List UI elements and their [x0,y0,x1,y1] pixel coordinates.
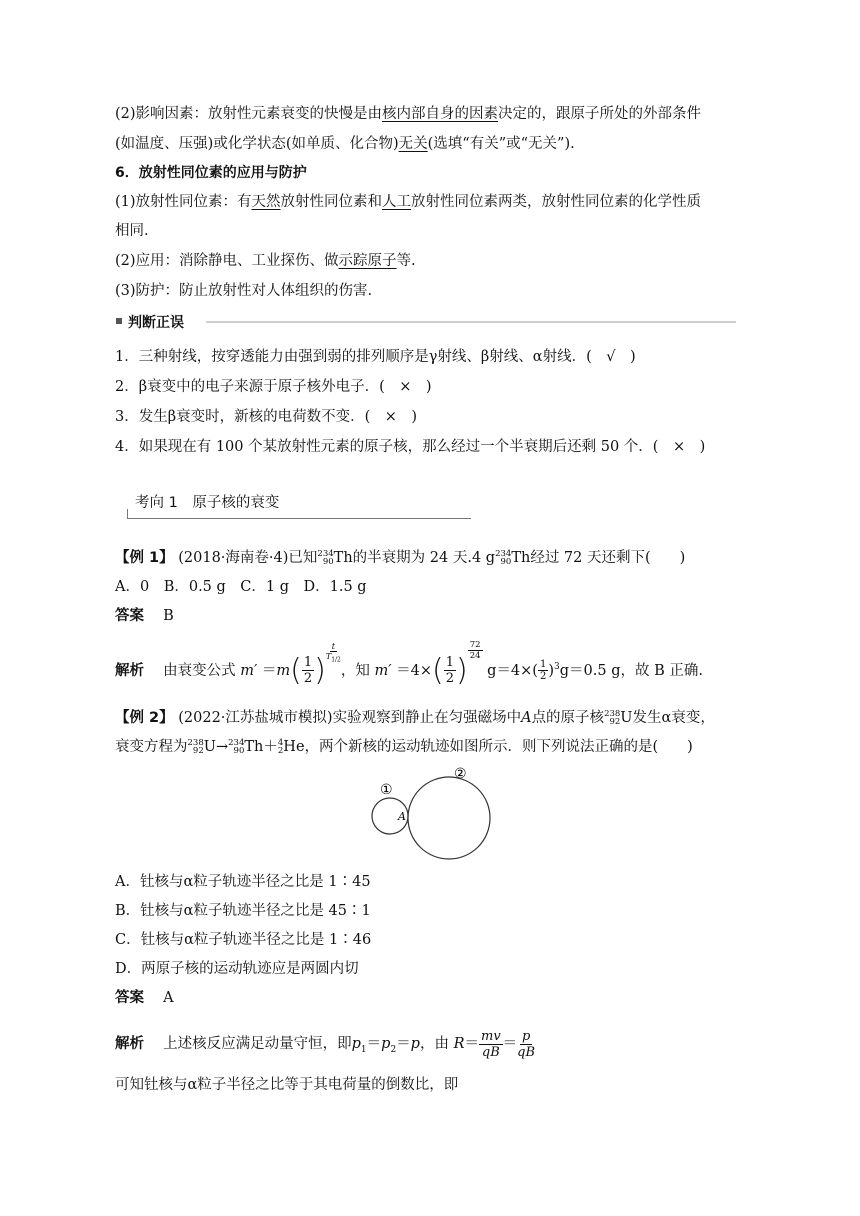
denominator [326,652,341,665]
paren-close: ) [314,652,326,688]
text: g＝0.5 g，故 B 正确. [559,662,703,679]
element-symbol: He [283,739,305,755]
topic-title: 考向 1 原子核的衰变 [135,495,280,511]
answer-blank: 人工 [382,194,412,210]
answer-blank: 核内部自身的因素 [382,106,499,122]
exponent [326,642,341,665]
judge-header [116,312,736,332]
text: ，由 [419,1036,449,1052]
fraction [538,659,548,682]
fraction [479,1029,503,1060]
example2-option: B．钍核与α粒子轨迹半径之比是 45∶1 [115,903,371,919]
text: (1)放射性同位素：有 [115,194,252,210]
math-var: m′ [374,662,392,679]
mass-number: 234 [228,738,245,748]
example1-analysis: 解析 由衰变公式 m′ ＝m( $\frac{1}{2}$ ) $\frac{t}{T_{1/2}}$ ，知 m′ ＝4×( $\frac{1}{2}$ ) $\frac{72}{24}$ g＝4×( $\frac{1}{2}$ )$^3$g＝0.5 g，故 B 正确. [115,640,703,688]
example2-analysis-line-2: 可知钍核与α粒子半径之比等于其电荷量的倒数比，即 [115,1077,459,1093]
text: 经过 72 天还剩下( ) [530,550,686,566]
paren-close: ) [455,652,468,688]
text: (2018·海南卷·4)已知 [178,550,318,566]
math-op: ＋ [263,739,278,755]
atomic-number: 90 [233,746,245,756]
topic-header [127,491,471,519]
mass-number: 238 [187,738,204,748]
exponent [468,640,483,661]
atomic-number: 90 [500,557,512,567]
math-op: ＝ [261,662,277,679]
text: g＝4×( [487,662,538,679]
section-title: 6．放射性同位素的应用与防护 [115,165,307,181]
mass-number: 234 [317,549,334,559]
text: 衰变方程为 [115,739,188,755]
large-circle-track [408,777,490,859]
numerator: 1 [539,659,547,671]
math-var: T [325,652,332,661]
math-var: p [381,1036,391,1052]
text: 由衰变公式 [163,662,236,679]
numerator: 72 [469,640,481,650]
text: 点的原子核 [531,710,605,726]
example2-question-line-1 [115,708,715,728]
tangent-circles-figure [360,762,500,866]
element-symbol: U [203,739,216,755]
divider [127,518,471,519]
math-var: m [276,662,291,679]
isotope-line-2: 相同. [115,223,149,239]
nuclide [228,739,244,755]
denominator: 2 [445,671,454,687]
example-label: 【例 2】 [115,710,174,726]
math-var: m′ [240,662,258,679]
protection-line: (3)防护：防止放射性对人体组织的伤害. [115,283,373,299]
denominator: 2 [303,671,313,687]
influence-line-2 [115,134,575,154]
arrow-icon: → [215,739,229,755]
nuclide [317,550,333,566]
element-symbol: Th [511,550,531,566]
text: 等. [396,253,416,269]
isotope-line-1 [115,192,701,212]
nuclide [604,710,620,726]
influence-line-1 [115,104,701,124]
divider [206,321,736,323]
nuclide [495,550,511,566]
text: 上述核反应满足动量守恒，即 [163,1036,352,1052]
example2-option: A．钍核与α粒子轨迹半径之比是 1∶45 [115,874,371,890]
numerator: t [331,642,335,651]
analysis-label: 解析 [115,662,144,679]
mass-number: 4 [277,738,284,748]
numerator: mv [481,1028,501,1044]
math-var: p [410,1036,420,1052]
math-op: ＝ [396,662,411,679]
answer-blank: 天然 [251,194,281,210]
atomic-number: 92 [192,746,204,756]
track-label-1: ① [380,782,393,798]
text: 的半衰期为 24 天.4 g [352,550,496,566]
math-var: A [521,710,532,726]
answer-label: 答案 [115,608,144,624]
text: 决定的，跟原子所处的外部条件 [498,106,702,122]
atomic-number: 92 [609,717,621,727]
numerator: p [521,1028,531,1044]
text: 放射性同位素两类，放射性同位素的化学性质 [411,194,702,210]
example2-option: D．两原子核的运动轨迹应是两圆内切 [115,961,359,977]
judge-item: 2．β衰变中的电子来源于原子核外电子．( × ) [115,379,432,395]
example2-answer [115,988,174,1008]
element-symbol: U [620,710,633,726]
answer-blank: 无关 [398,136,428,152]
example2-option: C．钍核与α粒子轨迹半径之比是 1∶46 [115,932,372,948]
example-label: 【例 1】 [115,550,174,566]
example1-options: A．0 B．0.5 g C．1 g D．1.5 g [115,579,367,595]
element-symbol: Th [333,550,353,566]
denominator: 2 [539,671,547,683]
denominator: qB [481,1044,500,1060]
numerator: 1 [303,655,313,671]
divider [127,509,128,519]
text: (2)应用：消除静电、工业探伤、做 [115,253,339,269]
numerator: 1 [445,655,454,671]
answer-blank: 示踪原子 [338,253,397,269]
answer-label: 答案 [115,990,144,1006]
text: 放射性同位素和 [280,194,383,210]
math-var: R [453,1036,465,1052]
element-symbol: Th [244,739,264,755]
answer-value: B [163,608,174,624]
example1-answer [115,606,174,626]
subscript: 1/2 [331,656,341,664]
atomic-number: 90 [322,557,334,567]
subscript: 2 [390,1044,397,1055]
text: (2022·江苏盐城市模拟)实验观察到静止在匀强磁场中 [178,710,522,726]
application-line [115,251,416,271]
mass-number: 238 [604,709,621,719]
subscript: 1 [360,1044,367,1055]
example1-question [115,548,685,568]
text: (2)影响因素：放射性元素衰变的快慢是由 [115,106,383,122]
judge-item: 1．三种射线，按穿透能力由强到弱的排列顺序是γ射线、β射线、α射线．( √ ) [115,349,636,365]
text: 4× [410,662,432,679]
track-label-2: ② [454,766,467,782]
nuclide [188,739,204,755]
judge-item: 3．发生β衰变时，新核的电荷数不变．( × ) [115,409,418,425]
atomic-number: 2 [277,746,284,756]
denominator: 24 [469,651,481,661]
fraction [302,655,314,686]
analysis-label: 解析 [115,1036,144,1052]
paren-open: ( [290,652,302,688]
judge-title: 判断正误 [128,315,184,331]
text: 发生α衰变， [632,710,715,726]
text: ，知 [340,662,370,679]
judge-item: 4．如果现在有 100 个某放射性元素的原子核，那么经过一个半衰期后还剩 50 个．( × ) [115,439,706,455]
denominator: qB [517,1044,536,1060]
fraction [444,655,456,686]
text: (选填“有关”或“无关”). [427,136,575,152]
text: ，两个新核的运动轨迹如图所示．则下列说法正确的是( ) [304,739,693,755]
mass-number: 234 [495,549,512,559]
text: (如温度、压强)或化学状态(如单质、化合物) [115,136,399,152]
superscript: 3 [554,662,560,672]
example2-analysis: 解析 上述核反应满足动量守恒，即$p_1=p_2=p$，由 R＝ $\frac{mv}{qB}$ ＝ $\frac{p}{qB}$ [115,1028,536,1060]
fraction [468,640,483,661]
answer-value: A [163,990,174,1006]
fraction [326,642,341,665]
square-bullet-icon [116,318,122,324]
point-a-label: A [398,810,406,823]
example2-question-line-2 [115,737,693,757]
math-var: p [351,1036,361,1052]
paren-open: ( [431,652,444,688]
fraction [517,1029,535,1060]
